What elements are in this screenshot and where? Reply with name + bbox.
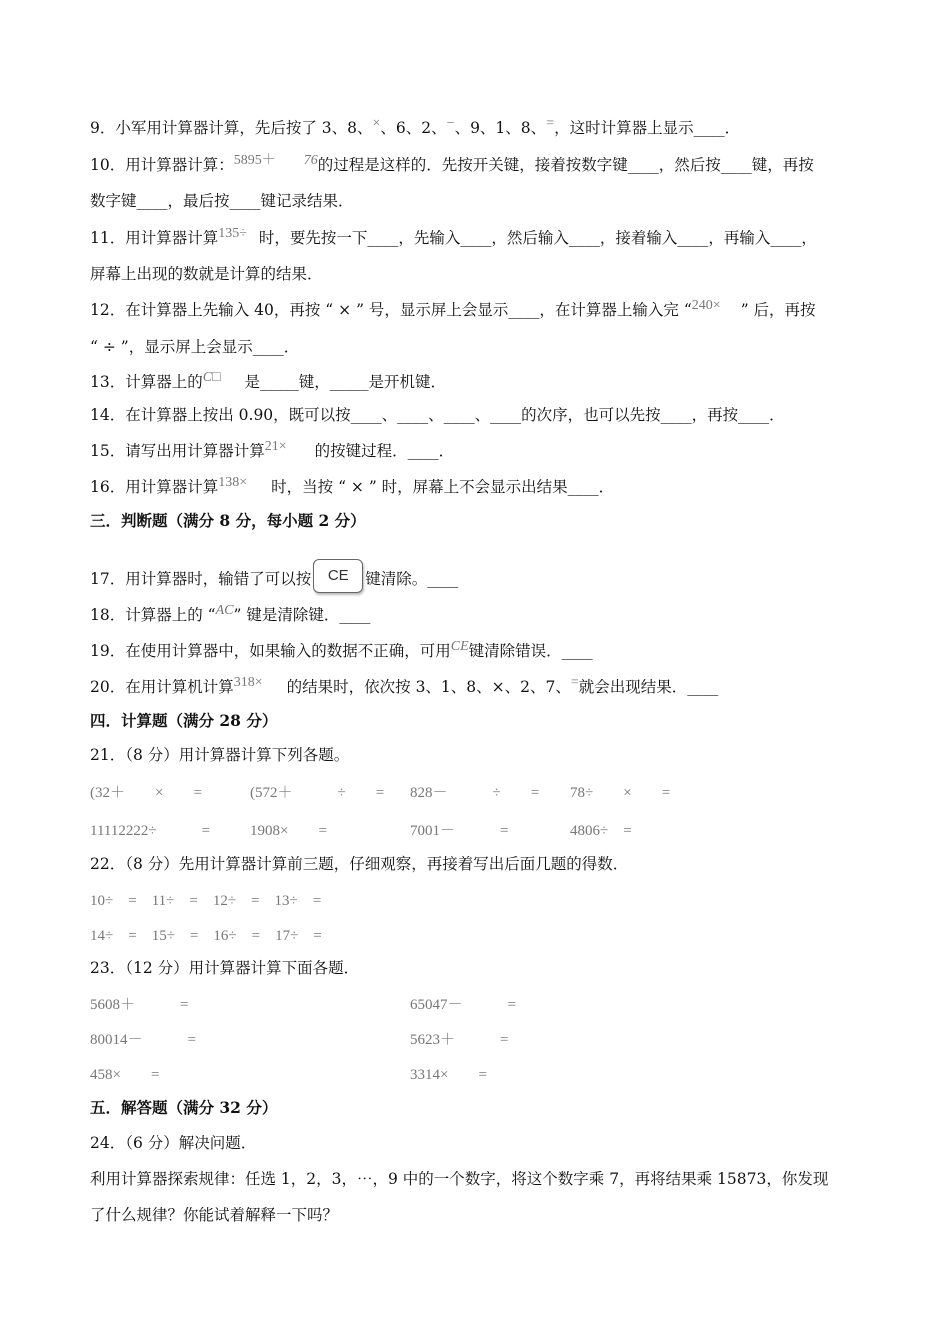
q19-text: 19．在使用计算器中，如果输入的数据不正确，可用 xyxy=(90,642,451,660)
q13-text-b: 是_____键，_____是开机键． xyxy=(244,373,447,391)
question-24-line-2: 了什么规律？你能试着解释一下吗？ xyxy=(90,1206,339,1224)
q16-text-b: 时，当按 “ × ” 时，屏幕上不会显示出结果____． xyxy=(271,478,615,496)
q22-row-2: 14÷ = 15÷ = 16÷ = 17÷ = xyxy=(90,928,322,944)
q12-text: 12．在计算器上先输入 40，再按 “ × ” 号，显示屏上会显示____，在计算器上输入完 “ xyxy=(90,301,692,319)
section-5-heading: 五．解答题（满分 32 分） xyxy=(90,1098,278,1117)
q16-expr: 138× xyxy=(218,475,248,490)
question-11 xyxy=(90,228,817,250)
q18-text: 18．计算器上的 “ xyxy=(90,606,216,624)
question-21-title: 21．（8 分）用计算器计算下列各题。 xyxy=(90,746,350,764)
minus-symbol: − xyxy=(446,116,455,131)
q21-expr: 4806÷ = xyxy=(570,823,632,839)
question-16 xyxy=(90,477,614,499)
question-20 xyxy=(90,677,718,699)
q23-expr: 5608＋ = xyxy=(90,997,189,1013)
q21-expr: 1908× = xyxy=(250,823,327,839)
q9-text-c: 、9、1、8、 xyxy=(454,119,547,137)
q9-text-b: 、6、2、 xyxy=(380,119,447,137)
clear-key-symbol: C□ xyxy=(202,370,221,385)
equals-symbol: = xyxy=(570,675,579,690)
q20-text-c: 就会出现结果．____ xyxy=(578,678,719,696)
ce-key-icon: CE xyxy=(313,559,363,593)
q18-text-b: ” 键是清除键．____ xyxy=(233,606,371,624)
times-symbol: × xyxy=(372,116,381,131)
q9-text-d: ，这时计算器上显示____． xyxy=(554,119,741,137)
q9-text: 9．小军用计算器计算，先后按了 3、8、 xyxy=(90,119,373,137)
question-9 xyxy=(90,118,740,140)
question-22-title: 22．（8 分）先用计算器计算前三题，仔细观察，再接着写出后面几题的得数． xyxy=(90,855,629,873)
q12-text-b: ” 后，再按 xyxy=(740,301,816,319)
question-19 xyxy=(90,641,593,663)
q21-expr: 7001－ = xyxy=(410,823,509,839)
q23-expr: 65047－ = xyxy=(410,997,516,1013)
q20-expr: 318× xyxy=(233,675,263,690)
ce-key-symbol: CE xyxy=(450,639,469,654)
section-3-heading: 三．判断题（满分 8 分，每小题 2 分） xyxy=(90,511,366,530)
q23-expr: 3314× = xyxy=(410,1067,487,1083)
q12-expr: 240× xyxy=(691,298,721,313)
q10-text: 10．用计算器计算： xyxy=(90,156,234,174)
q21-expr: 78÷ × = xyxy=(570,785,671,801)
q22-row-1: 10÷ = 11÷ = 12÷ = 13÷ = xyxy=(90,893,322,909)
question-15 xyxy=(90,441,454,463)
question-12-line-2: “ ÷ ”，显示屏上会显示____． xyxy=(90,338,300,356)
question-24-line-1: 利用计算器探索规律：任选 1，2，3，⋯，9 中的一个数字，将这个数字乘 7，再将结果乘 15873，你发现 xyxy=(90,1170,829,1188)
q21-expr: 11112222÷ = xyxy=(90,823,211,839)
q19-text-b: 键清除错误．____ xyxy=(468,642,593,660)
q15-expr: 21× xyxy=(264,439,287,454)
q10-text-b: 的过程是这样的．先按开关键，接着按数字键____，然后按____键，再按 xyxy=(317,156,814,174)
q20-text-b: 的结果时，依次按 3、1、8、×、2、7、 xyxy=(286,678,571,696)
question-10-line-2: 数字键____，最后按____键记录结果． xyxy=(90,192,354,210)
q10-expr-b: 76 xyxy=(303,153,318,168)
equals-symbol: = xyxy=(546,116,555,131)
q20-text: 20．在用计算机计算 xyxy=(90,678,234,696)
question-10 xyxy=(90,155,814,177)
q11-text: 11．用计算器计算 xyxy=(90,229,219,247)
question-24-title: 24．（6 分）解决问题． xyxy=(90,1134,257,1152)
ac-key-symbol: AC xyxy=(215,603,234,618)
q17-text: 17．用计算器时，输错了可以按 xyxy=(90,570,312,588)
question-13 xyxy=(90,372,446,394)
question-12 xyxy=(90,300,816,322)
question-17 xyxy=(90,569,458,603)
q21-expr: (572＋ ÷ = xyxy=(250,785,385,801)
q23-expr: 80014－ = xyxy=(90,1032,196,1048)
q15-text: 15．请写出用计算器计算 xyxy=(90,442,265,460)
q23-expr: 5623＋ = xyxy=(410,1032,509,1048)
question-23-title: 23．（12 分）用计算器计算下面各题． xyxy=(90,959,360,977)
q15-text-b: 的按键过程．____． xyxy=(314,442,455,460)
section-4-heading: 四．计算题（满分 28 分） xyxy=(90,711,278,730)
question-18 xyxy=(90,605,370,627)
q21-expr: (32＋ × = xyxy=(90,785,202,801)
q16-text: 16．用计算器计算 xyxy=(90,478,219,496)
q10-expr-a: 5895＋ xyxy=(233,153,276,168)
q11-expr: 135÷ xyxy=(218,226,247,241)
q17-text-b: 键清除。____ xyxy=(365,570,459,588)
q21-expr: 828－ ÷ = xyxy=(410,785,540,801)
q11-text-b: 时，要先按一下____，先输入____，然后输入____，接着输入____，再输入____， xyxy=(258,229,817,247)
q23-expr: 458× = xyxy=(90,1067,160,1083)
q13-text: 13．计算器上的 xyxy=(90,373,203,391)
question-11-line-2: 屏幕上出现的数就是计算的结果． xyxy=(90,265,323,283)
question-14: 14．在计算器上按出 0.90，既可以按____、____、____、____的次序，也可以先按____，再按____． xyxy=(90,406,785,424)
